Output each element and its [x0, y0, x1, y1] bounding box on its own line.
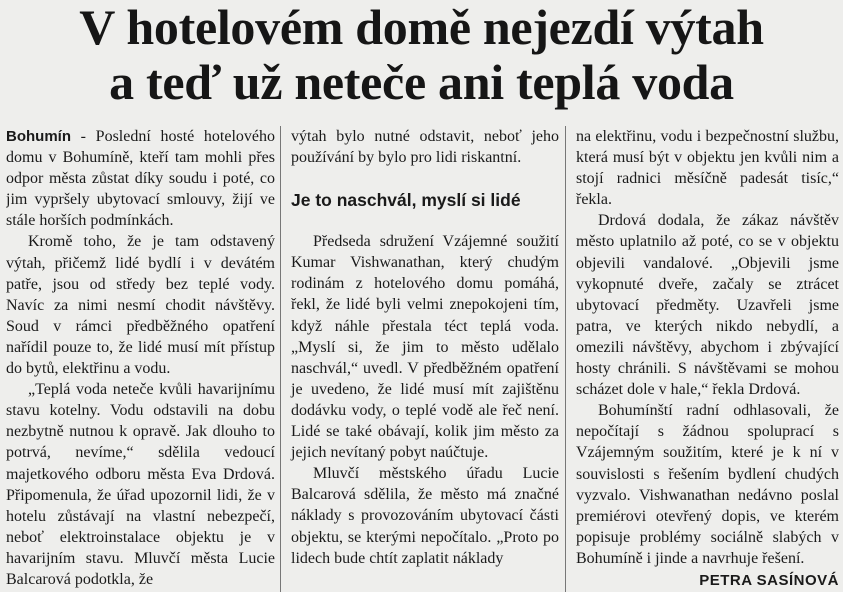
paragraph: Drdová dodala, že zákaz návštěv město uplatnilo až poté, co se v objektu objevili vandalové. „Objevili jsme vykopnuté dveře, začaly se ztrácet ubytovací předměty. Uzavřeli jsme patra, ve kterých nikdo nebydlí, a omezili návštěvy, abychom i zbývající hosty chránili. S návštěvami se mohou scházet dole v hale,“ řekla Drdová. — [576, 212, 839, 399]
author-byline: PETRA SASÍNOVÁ — [699, 571, 839, 589]
intro-text: - Poslední hosté hotelového domu v Bohumíně, kteří tam mohli přes odpor města zůstat díky soudu i poté, co jim vypršely ubytovací smlouvy, žijí ve stále horších podmínkách. — [6, 128, 275, 230]
paragraph: Bohumínští radní odhlasovali, že nepočítají s žádnou spoluprací s Vzájemným soužitím, které je k ní v souvislosti s řešením bydlení chudých vyzvalo. Vishwanathan nedávno poslal premiérovi otevřený dopis, ve kterém popisuje problémy sociálně slabých v Bohumíně i jinde a navrhuje řešení. — [576, 402, 839, 567]
paragraph: „Teplá voda neteče kvůli havarijnímu stavu kotelny. Vodu odstavili na dobu nezbytně nutnou k opravě. Jak dlouho to potrvá, nevíme,“ sdělila vedoucí majetkového odboru města Eva Drdová. Připomenula, že úřad upozornil lidi, že v hotelu zůstávají na vlastní nebezpečí, neboť elektroinstalace objektu je v havarijním stavu. Mluvčí města Lucie Balcarová podotkla, že — [6, 381, 275, 588]
paragraph: Mluvčí městského úřadu Lucie Balcarová sdělila, že město má značné náklady s provozováním ubytovací části objektu, se kterými nepočítalo. „Proto po lidech bude chtít zaplatit náklady — [291, 465, 559, 567]
column-2 — [280, 126, 565, 592]
paragraph: výtah bylo nutné odstavit, neboť jeho používání by bylo pro lidi riskantní. — [291, 128, 559, 167]
subheading: Je to naschvál, myslí si lidé — [291, 190, 521, 211]
column-1 — [6, 126, 280, 592]
column-3 — [565, 126, 839, 592]
dateline: Bohumín — [6, 128, 71, 145]
article-body — [6, 126, 839, 592]
paragraph: na elektřinu, vodu i bezpečnostní službu, která musí být v objektu jen kvůli nim a stojí radnici měsíčně padesát tisíc,“ řekla. — [576, 128, 839, 209]
intro-paragraph — [6, 126, 275, 231]
paragraph: Kromě toho, že je tam odstavený výtah, přičemž lidé bydlí i v devátém patře, jsou od středy bez teplé vody. Navíc za nimi nesmí chodit návštěvy. Soud v rámci předběžného opatření nařídil pouze to, že lidé musí mít přístup do bytů, elektřinu a vodu. — [6, 233, 275, 378]
paragraph: Předseda sdružení Vzájemné soužití Kumar Vishwanathan, který chudým rodinám z hotelového domu pomáhá, řekl, že lidé byli velmi znepokojeni tím, když náhle přestala téct teplá voda. „Myslí si, že jim to město udělalo naschvál,“ uvedl. V předběžném opatření je uvedeno, že lidé musí mít zajištěnu dodávku vody, o teplé vodě ale řeč není. Lidé se také obávají, kolik jim město za jejich nevítaný pobyt naúčtuje. — [291, 233, 559, 462]
headline-line-2: a teď už neteče ani teplá voda — [109, 54, 734, 110]
headline — [0, 0, 843, 110]
headline-line-1: V hotelovém domě nejezdí výtah — [79, 0, 764, 55]
